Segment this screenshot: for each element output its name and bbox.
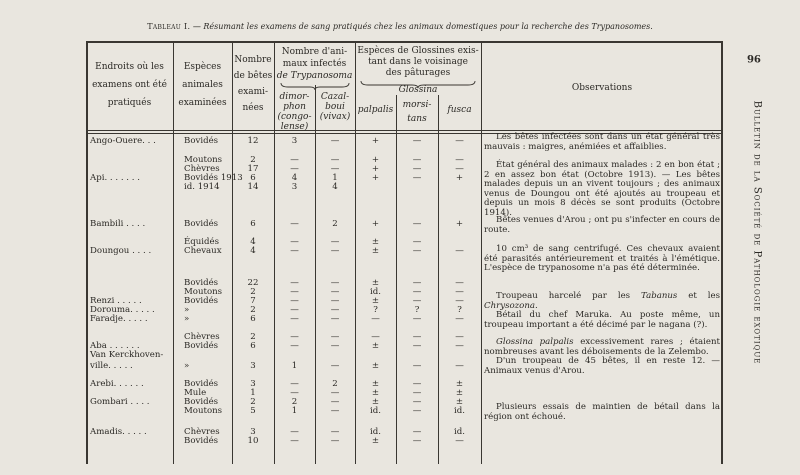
cell-morsitans: — <box>412 296 422 306</box>
cell-palpalis: ± <box>371 397 380 407</box>
cell-species: Moutons <box>184 155 223 165</box>
cell-dimorphon: — <box>290 332 299 342</box>
cell-palpalis: ± <box>371 296 380 306</box>
cell-palpalis: ± <box>371 361 380 371</box>
cell-place: Gombari . . . . <box>90 397 150 407</box>
cell-morsitans: — <box>412 237 422 247</box>
cell-fusca: ± <box>455 397 464 407</box>
cell-cazalboui: — <box>330 296 340 306</box>
cell-morsitans: — <box>412 397 422 407</box>
cell-morsitans: — <box>412 173 422 183</box>
cell-count: 12 <box>247 136 259 146</box>
cell-count: 3 <box>250 361 256 371</box>
cell-species: Chèvres <box>184 427 220 437</box>
cell-morsitans: — <box>412 155 422 165</box>
header-glossina: Glossina <box>398 85 438 95</box>
cell-cazalboui: — <box>330 278 340 288</box>
cell-count: 2 <box>250 305 256 315</box>
cell-species: » <box>184 305 190 315</box>
cell-dimorphon: 1 <box>291 361 298 371</box>
cell-place: Doungou . . . . <box>90 246 152 256</box>
cell-dimorphon: — <box>290 305 299 315</box>
cell-species: Bovidés <box>184 136 219 146</box>
cell-palpalis: — <box>371 314 380 324</box>
cell-morsitans: — <box>412 246 422 256</box>
cell-palpalis: ± <box>371 246 380 256</box>
cell-species: Chèvres <box>184 332 220 342</box>
cell-cazalboui: — <box>330 341 340 351</box>
cell-morsitans: — <box>412 219 422 229</box>
cell-species: Bovidés <box>184 436 219 446</box>
page-margin <box>742 52 766 382</box>
cell-palpalis: ± <box>371 237 380 247</box>
cell-fusca: — <box>455 246 464 256</box>
cell-count: 4 <box>250 237 256 247</box>
observation-text: État général des animaux malades : 2 en bon état ; 2 en assez bon état (Octobre 1913). — Les bêtes malades depuis un an vivent toujours ; des animaux venus de Doungou ont été ajoutés au troupeau et depuis un mois 8 décès se sont produits (Octobre 1914). <box>484 160 720 218</box>
cell-place: Renzi . . . . . <box>90 296 142 306</box>
cell-count: 2 <box>250 155 256 165</box>
cell-cazalboui: — <box>330 287 340 297</box>
cell-place: Dorouma. . . . . <box>90 305 155 315</box>
cell-place: Arebi. . . . . . <box>90 379 144 389</box>
cell-count: 7 <box>250 296 256 306</box>
cell-morsitans: — <box>412 136 422 146</box>
cell-dimorphon: 1 <box>291 406 298 416</box>
cell-cazalboui: — <box>330 427 340 437</box>
cell-place: Ango-Ouere. . . <box>90 136 156 146</box>
cell-fusca: — <box>455 296 464 306</box>
cell-palpalis: ± <box>371 278 380 288</box>
cell-fusca: — <box>455 361 464 371</box>
header-rule <box>86 130 723 131</box>
cell-species: Bovidés <box>184 397 219 407</box>
cell-fusca: ± <box>455 379 464 389</box>
header-especes: Espèces animales examinées <box>178 62 227 108</box>
cell-morsitans: ? <box>414 305 420 315</box>
cell-place: Faradje. . . . . <box>90 314 148 324</box>
cell-dimorphon: 3 <box>291 136 298 146</box>
observation-text: Les bêtes infectées sont dans un état général très mauvais : maigres, anémiées et affaiblies. <box>484 132 720 152</box>
cell-species: Moutons <box>184 406 223 416</box>
observation-text: Plusieurs essais de maintien de bétail dans la région ont échoué. <box>484 402 720 422</box>
header-morsitans: morsi- tans <box>402 100 432 124</box>
cell-place: ville. . . . . <box>90 361 133 371</box>
cell-count: 10 <box>247 436 259 446</box>
header-fusca: fusca <box>447 105 472 115</box>
cell-fusca: — <box>455 155 464 165</box>
cell-cazalboui: — <box>330 136 340 146</box>
running-title: Bulletin de la Société de Pathologie exotique <box>751 100 763 365</box>
cell-fusca: ± <box>455 388 464 398</box>
cell-species: Bovidés <box>184 278 219 288</box>
cell-species: Mule <box>184 388 207 398</box>
cell-cazalboui: — <box>330 397 340 407</box>
cell-palpalis: id. <box>370 406 381 416</box>
cell-species: Équidés <box>184 237 220 247</box>
cell-morsitans: — <box>412 388 422 398</box>
cell-dimorphon: — <box>290 155 299 165</box>
cell-palpalis: id. <box>370 427 381 437</box>
cell-count: 5 <box>250 406 256 416</box>
header-cazalboui: Cazal- boui (vivax) <box>319 92 351 122</box>
cell-fusca: — <box>455 314 464 324</box>
cell-morsitans: — <box>412 361 422 371</box>
cell-count: 3 <box>250 379 256 389</box>
cell-fusca: id. <box>454 427 465 437</box>
cell-fusca: — <box>455 341 464 351</box>
cell-morsitans: — <box>412 332 422 342</box>
cell-count: 6 <box>250 341 256 351</box>
cell-palpalis: + <box>371 155 380 165</box>
cell-dimorphon: — <box>290 296 299 306</box>
cell-palpalis: + <box>371 173 380 183</box>
cell-dimorphon: — <box>290 287 299 297</box>
cell-cazalboui: — <box>330 305 340 315</box>
header-dimorphon: dimor- phon (congo- lense) <box>277 92 312 132</box>
cell-fusca: ? <box>457 305 462 315</box>
cell-species: » <box>184 314 190 324</box>
cell-palpalis: + <box>371 219 380 229</box>
cell-count: 6 <box>250 173 256 183</box>
cell-count: 22 <box>247 278 259 288</box>
cell-morsitans: — <box>412 278 422 288</box>
header-nombre: Nombre de bêtes exami- nées <box>233 55 273 113</box>
cell-morsitans: — <box>412 164 422 174</box>
cell-cazalboui: 2 <box>332 219 338 229</box>
cell-palpalis: ± <box>371 436 380 446</box>
cell-dimorphon: — <box>290 388 299 398</box>
cell-dimorphon: — <box>290 314 299 324</box>
cell-fusca: id. <box>454 406 465 416</box>
observation-text: Glossina palpalis excessivement rares ; étaient nombreuses avant les déboisements de la Zelembo. <box>484 337 720 357</box>
header-endroits: Endroits où les examens ont été pratiqués <box>92 62 167 108</box>
header-palpalis: palpalis <box>357 105 394 115</box>
cell-count: 14 <box>247 182 259 192</box>
cell-count: 17 <box>247 164 259 174</box>
cell-species: Bovidés <box>184 379 219 389</box>
observation-text: D'un troupeau de 45 bêtes, il en reste 12. — Animaux venus d'Arou. <box>484 356 720 376</box>
cell-count: 6 <box>250 219 256 229</box>
cell-species: Bovidés <box>184 341 219 351</box>
cell-cazalboui: — <box>330 332 340 342</box>
header-infectes: Nombre d'ani- maux infectés de Trypanosoma <box>276 47 353 81</box>
cell-cazalboui: 4 <box>332 182 338 192</box>
cell-place: Amadis. . . . . <box>90 427 147 437</box>
cell-fusca: — <box>455 136 464 146</box>
observation-text: Bêtes venues d'Arou ; ont pu s'infecter en cours de route. <box>484 215 720 235</box>
cell-cazalboui: — <box>330 406 340 416</box>
cell-count: 3 <box>250 427 256 437</box>
cell-cazalboui: — <box>330 246 340 256</box>
cell-morsitans: — <box>412 341 422 351</box>
cell-cazalboui: — <box>330 388 340 398</box>
table-caption <box>120 22 680 31</box>
cell-place: Api. . . . . . . <box>90 173 140 183</box>
cell-morsitans: — <box>412 406 422 416</box>
cell-morsitans: — <box>412 436 422 446</box>
cell-dimorphon: 2 <box>291 397 298 407</box>
cell-species: Moutons <box>184 287 223 297</box>
cell-place: Van Kerckhoven- <box>90 350 164 360</box>
cell-morsitans: — <box>412 379 422 389</box>
cell-fusca: — <box>455 278 464 288</box>
cell-palpalis: ± <box>371 341 380 351</box>
cell-cazalboui: 1 <box>332 173 338 183</box>
cell-count: 2 <box>250 287 256 297</box>
table-number: Tableau I. <box>147 22 191 31</box>
cell-cazalboui: — <box>330 155 340 165</box>
cell-cazalboui: — <box>330 361 340 371</box>
table-caption-text: — Résumant les examens de sang pratiqués chez les animaux domestiques pour la recherche des Trypanosomes. <box>190 22 653 31</box>
cell-palpalis: ± <box>371 379 380 389</box>
header-observations: Observations <box>571 83 633 93</box>
cell-dimorphon: — <box>290 278 299 288</box>
cell-species: Chèvres <box>184 164 220 174</box>
cell-species: id. 1914 <box>184 182 220 192</box>
cell-place: Aba . . . . . . <box>90 341 140 351</box>
observation-text: Bétail du chef Maruka. Au poste même, un troupeau important a été décimé par le nagana (?). <box>484 310 720 330</box>
cell-morsitans: — <box>412 287 422 297</box>
cell-count: 6 <box>250 314 256 324</box>
cell-dimorphon: — <box>290 219 299 229</box>
cell-fusca: + <box>455 173 464 183</box>
cell-dimorphon: — <box>290 436 299 446</box>
cell-count: 2 <box>250 397 256 407</box>
observation-text: 10 cm³ de sang centrifugé. Ces chevaux avaient été parasités antérieurement et traités à l'émétique. L'espèce de trypanosome n'a pas été déterminée. <box>484 244 720 273</box>
cell-dimorphon: — <box>290 164 299 174</box>
cell-count: 1 <box>250 388 256 398</box>
cell-dimorphon: 4 <box>291 173 298 183</box>
cell-morsitans: — <box>412 427 422 437</box>
cell-dimorphon: — <box>290 379 299 389</box>
cell-palpalis: id. <box>370 287 381 297</box>
cell-species: Bovidés 1913 <box>184 173 243 183</box>
cell-dimorphon: — <box>290 341 299 351</box>
cell-species: Chevaux <box>184 246 222 256</box>
cell-fusca: — <box>455 287 464 297</box>
cell-morsitans: — <box>412 314 422 324</box>
cell-palpalis: — <box>371 332 380 342</box>
cell-fusca: — <box>455 332 464 342</box>
cell-dimorphon: 3 <box>291 182 298 192</box>
cell-cazalboui: 2 <box>332 379 338 389</box>
cell-palpalis: + <box>371 136 380 146</box>
cell-fusca: — <box>455 164 464 174</box>
cell-dimorphon: — <box>290 427 299 437</box>
cell-fusca: + <box>455 219 464 229</box>
cell-species: Bovidés <box>184 219 219 229</box>
cell-cazalboui: — <box>330 436 340 446</box>
cell-palpalis: + <box>371 164 380 174</box>
cell-dimorphon: — <box>290 237 299 247</box>
cell-palpalis: ± <box>371 388 380 398</box>
cell-dimorphon: — <box>290 246 299 256</box>
cell-palpalis: ? <box>373 305 378 315</box>
cell-species: Bovidés <box>184 296 219 306</box>
cell-cazalboui: — <box>330 314 340 324</box>
header-brace <box>280 82 350 90</box>
cell-place: Bambili . . . . <box>90 219 146 229</box>
cell-count: 4 <box>250 246 256 256</box>
cell-cazalboui: — <box>330 237 340 247</box>
header-glossines: Espèces de Glossines exis- tant dans le voisinage des pâturages <box>357 46 479 78</box>
cell-species: » <box>184 361 190 371</box>
cell-fusca: — <box>455 436 464 446</box>
cell-count: 2 <box>250 332 256 342</box>
observation-text: Troupeau harcelé par les Tabanus et les Chrysozona. <box>484 291 720 311</box>
cell-cazalboui: — <box>330 164 340 174</box>
page-number: 96 <box>747 52 761 63</box>
